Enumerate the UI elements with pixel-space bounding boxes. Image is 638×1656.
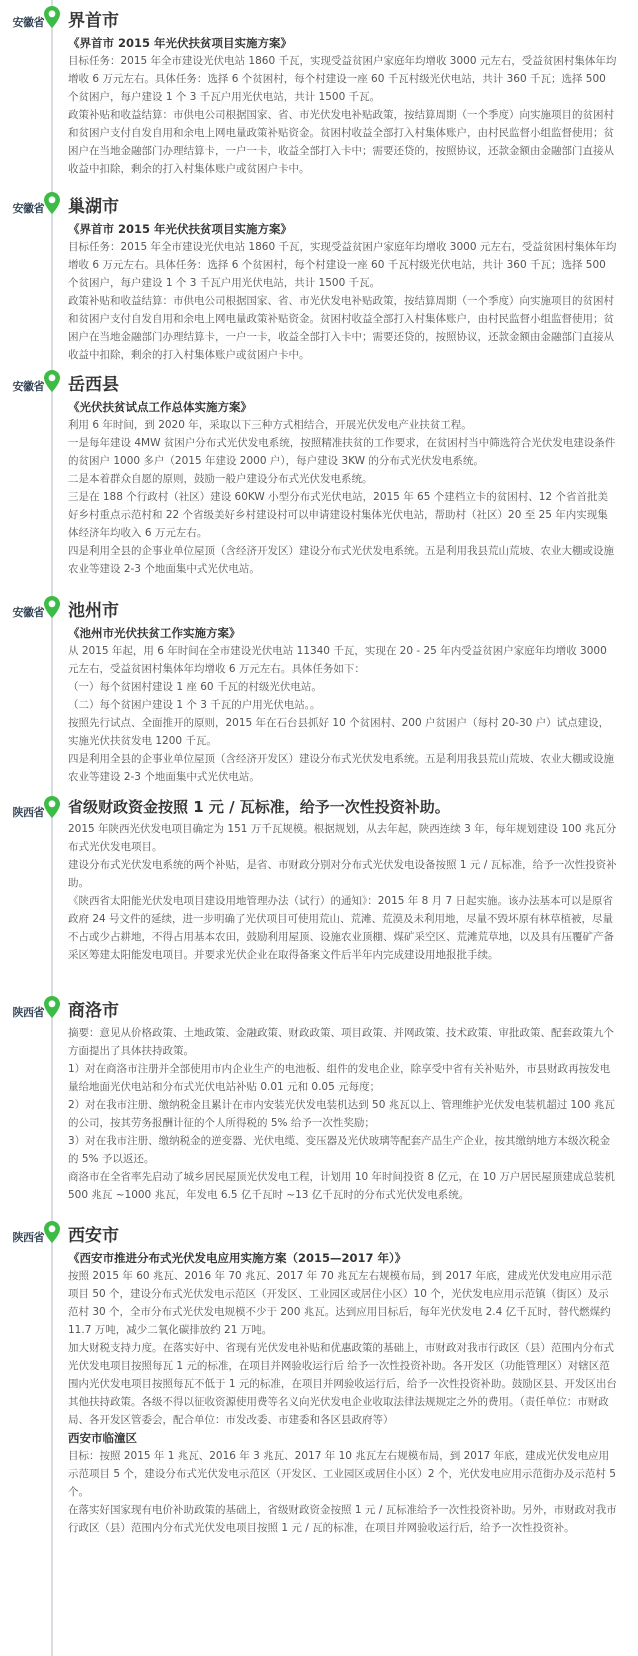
- policy-paragraph: 2015 年陕西光伏发电项目确定为 151 万千瓦规模。根据规划，从去年起，陕西连续 3 年，每年规划建设 100 兆瓦分布式光伏发电项目。: [68, 823, 617, 853]
- policy-paragraph: 目标任务：2015 年全市建设光伏电站 1860 千瓦，实现受益贫困户家庭年均增收 3000 元左右，受益贫困村集体年均增收 6 万元左右。具体任务：选择 6 个贫困村，每个村建设一座 60 千瓦村级光伏电站，共计 360 千瓦；选择 500 个贫困户，每户建设 1 个 3 千瓦户用光伏电站，共计 1500 千瓦。: [68, 55, 617, 103]
- entry-heading: 巢湖市: [68, 197, 119, 217]
- location-pin-icon: [44, 796, 60, 818]
- entry-body: [68, 1249, 618, 1537]
- policy-paragraph: 《陕西省太阳能光伏发电项目建设用地管理办法（试行）的通知》：2015 年 8 月 7 日起实施。该办法基本可以是原省政府 24 号文件的延续，进一步明确了光伏项目可使用荒山、荒滩、荒漠及未利用地，尽量不毁坏原有林草植被，尽量不占或少占耕地，不得占用基本农田，鼓励利用屋顶、设施农业顶棚、煤矿采空区、荒滩荒草地，以及具有压覆矿产备采区筹建太阳能发电项目。并要求光伏企业在取得备案文件后半年内完成建设用地报批手续。: [68, 895, 614, 961]
- entry-heading: 岳西县: [68, 375, 119, 395]
- policy-paragraph: （一）每个贫困村建设 1 座 60 千瓦的村级光伏电站。: [68, 681, 322, 693]
- entry-body: [68, 820, 618, 964]
- entry-body: [68, 398, 618, 578]
- policy-paragraph: 摘要：意见从价格政策、土地政策、金融政策、财政政策、项目政策、并网政策、技术政策、审批政策、配套政策九个方面提出了具体扶持政策。: [68, 1027, 614, 1057]
- location-pin-icon: [44, 6, 60, 28]
- policy-paragraph: 加大财税支持力度。在落实好中、省现有光伏发电补贴和优惠政策的基础上，市财政对我市行政区（县）范围内分布式光伏发电项目按照每瓦 1 元的标准，在项目并网验收运行后 给予一次性投资补助。各开发区（功能管理区）对辖区范围内光伏发电项目按照每瓦不低于 1 元的标准，在项目并网验收运行后，给予一次性投资补助。鼓励区县、开发区出台其他扶持政策。各级不得以征收资源使用费等名义向光伏发电企业收取法律法规规定之外的费用。（责任单位：市财政局、各开发区管委会，配合单位：市发改委、市建委和各区县政府等）: [68, 1342, 617, 1426]
- policy-paragraph: 目标任务：2015 年全市建设光伏电站 1860 千瓦，实现受益贫困户家庭年均增收 3000 元左右，受益贫困村集体年均增收 6 万元左右。具体任务：选择 6 个贫困村，每个村建设一座 60 千瓦村级光伏电站，共计 360 千瓦；选择 500 个贫困户，每户建设 1 个 3 千瓦户用光伏电站，共计 1500 千瓦。: [68, 241, 617, 289]
- policy-title: 《界首市 2015 年光伏扶贫项目实施方案》: [68, 36, 293, 50]
- province-label: 安徽省: [12, 16, 44, 29]
- entry-heading: 商洛市: [68, 1001, 119, 1021]
- policy-paragraph: 政策补贴和收益结算：市供电公司根据国家、省、市光伏发电补贴政策，按结算周期（一个季度）向实施项目的贫困村和贫困户支付自发自用和余电上网电量政策补贴资金。贫困村收益全部打入村集体账户，由村民监督小组监督使用；贫困户在当地金融部门办理结算卡，一户一卡，收益全部打入卡中；需要还贷的，按照协议，还款金额由金融部门直接从收益中扣除，剩余的打入村集体账户或贫困户卡中。: [68, 109, 614, 175]
- location-pin-icon: [44, 370, 60, 392]
- policy-paragraph: 四是利用全县的企事业单位屋顶（含经济开发区）建设分布式光伏发电系统。五是利用我县荒山荒坡、农业大棚或设施农业等建设 2-3 个地面集中式光伏电站。: [68, 753, 614, 783]
- policy-paragraph: 3）对在我市注册、缴纳税金的逆变器、光伏电缆、变压器及光伏玻璃等配套产品生产企业，按其缴纳地方本级次税金的 5% 予以返还。: [68, 1135, 611, 1165]
- policy-paragraph: 四是利用全县的企事业单位屋顶（含经济开发区）建设分布式光伏发电系统。五是利用我县荒山荒坡、农业大棚或设施农业等建设 2-3 个地面集中式光伏电站。: [68, 545, 614, 575]
- policy-title: 《界首市 2015 年光伏扶贫项目实施方案》: [68, 222, 293, 236]
- location-pin-icon: [44, 596, 60, 618]
- policy-paragraph: 目标：按照 2015 年 1 兆瓦、2016 年 3 兆瓦、2017 年 10 兆瓦左右规模布局，到 2017 年底，建成光伏发电应用示范项目 5 个，建设分布式光伏发电示范区（开发区、工业园区或居住小区）2 个，光伏发电应用示范街办及示范村 5 个。: [68, 1450, 616, 1498]
- province-label: 安徽省: [12, 380, 44, 393]
- policy-paragraph: 一是每年建设 4MW 贫困户分布式光伏发电系统，按照精准扶贫的工作要求，在贫困村当中筛选符合光伏发电建设条件的贫困户 1000 多户（2015 年建设 2000 户），每户建设 3KW 的分布式光伏发电系统。: [68, 437, 616, 467]
- entry-heading: 池州市: [68, 601, 119, 621]
- province-label: 陕西省: [12, 1231, 44, 1244]
- province-label: 安徽省: [12, 606, 44, 619]
- entry-heading: 省级财政资金按照 1 元 / 瓦标准，给予一次性投资补助。: [68, 798, 450, 816]
- policy-paragraph: 按照 2015 年 60 兆瓦、2016 年 70 兆瓦、2017 年 70 兆瓦左右规模布局，到 2017 年底，建成光伏发电应用示范项目 50 个，建设分布式光伏发电示范区（开发区、工业园区或居住小区）10 个，光伏发电应用示范镇（街区）及示范村 30 个，全市分布式光伏发电规模不少于 200 兆瓦。达到应用目标后，每年光伏发电 2.4 亿千瓦时，替代燃煤约 11.7 万吨，减少二氧化碳排放约 21 万吨。: [68, 1270, 613, 1336]
- policy-paragraph: 商洛市在全省率先启动了城乡居民屋顶光伏发电工程，计划用 10 年时间投资 8 亿元，在 10 万户居民屋顶建成总装机 500 兆瓦 ~1000 兆瓦，年发电 6.5 亿千瓦时 ~13 亿千瓦时的分布式光伏发电系统。: [68, 1171, 615, 1201]
- sub-heading: 西安市临潼区: [68, 1431, 137, 1445]
- policy-paragraph: 政策补贴和收益结算：市供电公司根据国家、省、市光伏发电补贴政策，按结算周期（一个季度）向实施项目的贫困村和贫困户支付自发自用和余电上网电量政策补贴资金。贫困村收益全部打入村集体账户，由村民监督小组监督使用；贫困户在当地金融部门办理结算卡，一户一卡，收益全部打入卡中；需要还贷的，按照协议，还款金额由金融部门直接从收益中扣除，剩余的打入村集体账户或贫困户卡中。: [68, 295, 614, 361]
- policy-paragraph: 利用 6 年时间，到 2020 年，采取以下三种方式相结合，开展光伏发电产业扶贫工程。: [68, 419, 472, 431]
- policy-paragraph: 1）对在商洛市注册并全部使用市内企业生产的电池板、组件的发电企业，除享受中省有关补贴外，市县财政再按发电量给地面光伏电站和分布式光伏电站补贴 0.01 元和 0.05 元每度；: [68, 1063, 611, 1093]
- province-label: 安徽省: [12, 202, 44, 215]
- entry-body: [68, 624, 618, 786]
- policy-paragraph: 按照先行试点、全面推开的原则，2015 年在石台县抓好 10 个贫困村、200 户贫困户（每村 20-30 户）试点建设，实施光伏扶贫发电 1200 千瓦。: [68, 717, 610, 747]
- entry-body: [68, 34, 618, 178]
- policy-title: 《光伏扶贫试点工作总体实施方案》: [68, 400, 252, 414]
- entry-body: [68, 220, 618, 364]
- entry-heading: 西安市: [68, 1226, 119, 1246]
- location-pin-icon: [44, 996, 60, 1018]
- location-pin-icon: [44, 192, 60, 214]
- policy-paragraph: 2）对在我市注册、缴纳税金且累计在市内安装光伏发电装机达到 50 兆瓦以上、管理维护光伏发电装机超过 100 兆瓦的公司，按其劳务报酬计征的个人所得税的 5% 给予一次性奖励；: [68, 1099, 615, 1129]
- policy-title: 《池州市光伏扶贫工作实施方案》: [68, 626, 241, 640]
- entry-heading: 界首市: [68, 11, 119, 31]
- policy-paragraph: （二）每个贫困户建设 1 个 3 千瓦的户用光伏电站。。: [68, 699, 321, 711]
- policy-paragraph: 从 2015 年起，用 6 年时间在全市建设光伏电站 11340 千瓦，实现在 20 - 25 年内受益贫困户家庭年均增收 3000 元左右，受益贫困村集体年均增收 6 万元左右。具体任务如下：: [68, 645, 607, 675]
- timeline-line: [51, 0, 53, 1656]
- policy-title: 《西安市推进分布式光伏发电应用实施方案（2015—2017 年）》: [68, 1251, 407, 1265]
- policy-paragraph: 在落实好国家现有电价补助政策的基础上，省级财政资金按照 1 元 / 瓦标准给予一次性投资补助。另外，市财政对我市行政区（县）范围内分布式光伏发电项目按照 1 元 / 瓦的标准，在项目并网验收运行后，给予一次性投资补。: [68, 1504, 617, 1534]
- province-label: 陕西省: [12, 806, 44, 819]
- policy-paragraph: 二是本着群众自愿的原则，鼓励一般户建设分布式光伏发电系统。: [68, 473, 373, 485]
- policy-paragraph: 建设分布式光伏发电系统的两个补贴，是省、市财政分别对分布式光伏发电设备按照 1 元 / 瓦标准，给予一次性投资补助。: [68, 859, 617, 889]
- location-pin-icon: [44, 1221, 60, 1243]
- entry-body: [68, 1024, 618, 1204]
- policy-paragraph: 三是在 188 个行政村（社区）建设 60KW 小型分布式光伏电站，2015 年 65 个建档立卡的贫困村、12 个省首批美好乡村重点示范村和 22 个省级美好乡村建设村可以申请建设村集体光伏电站，帮助村（社区）20 至 25 年内实现集体经济年均收入 6 万元左右。: [68, 491, 608, 539]
- province-label: 陕西省: [12, 1006, 44, 1019]
